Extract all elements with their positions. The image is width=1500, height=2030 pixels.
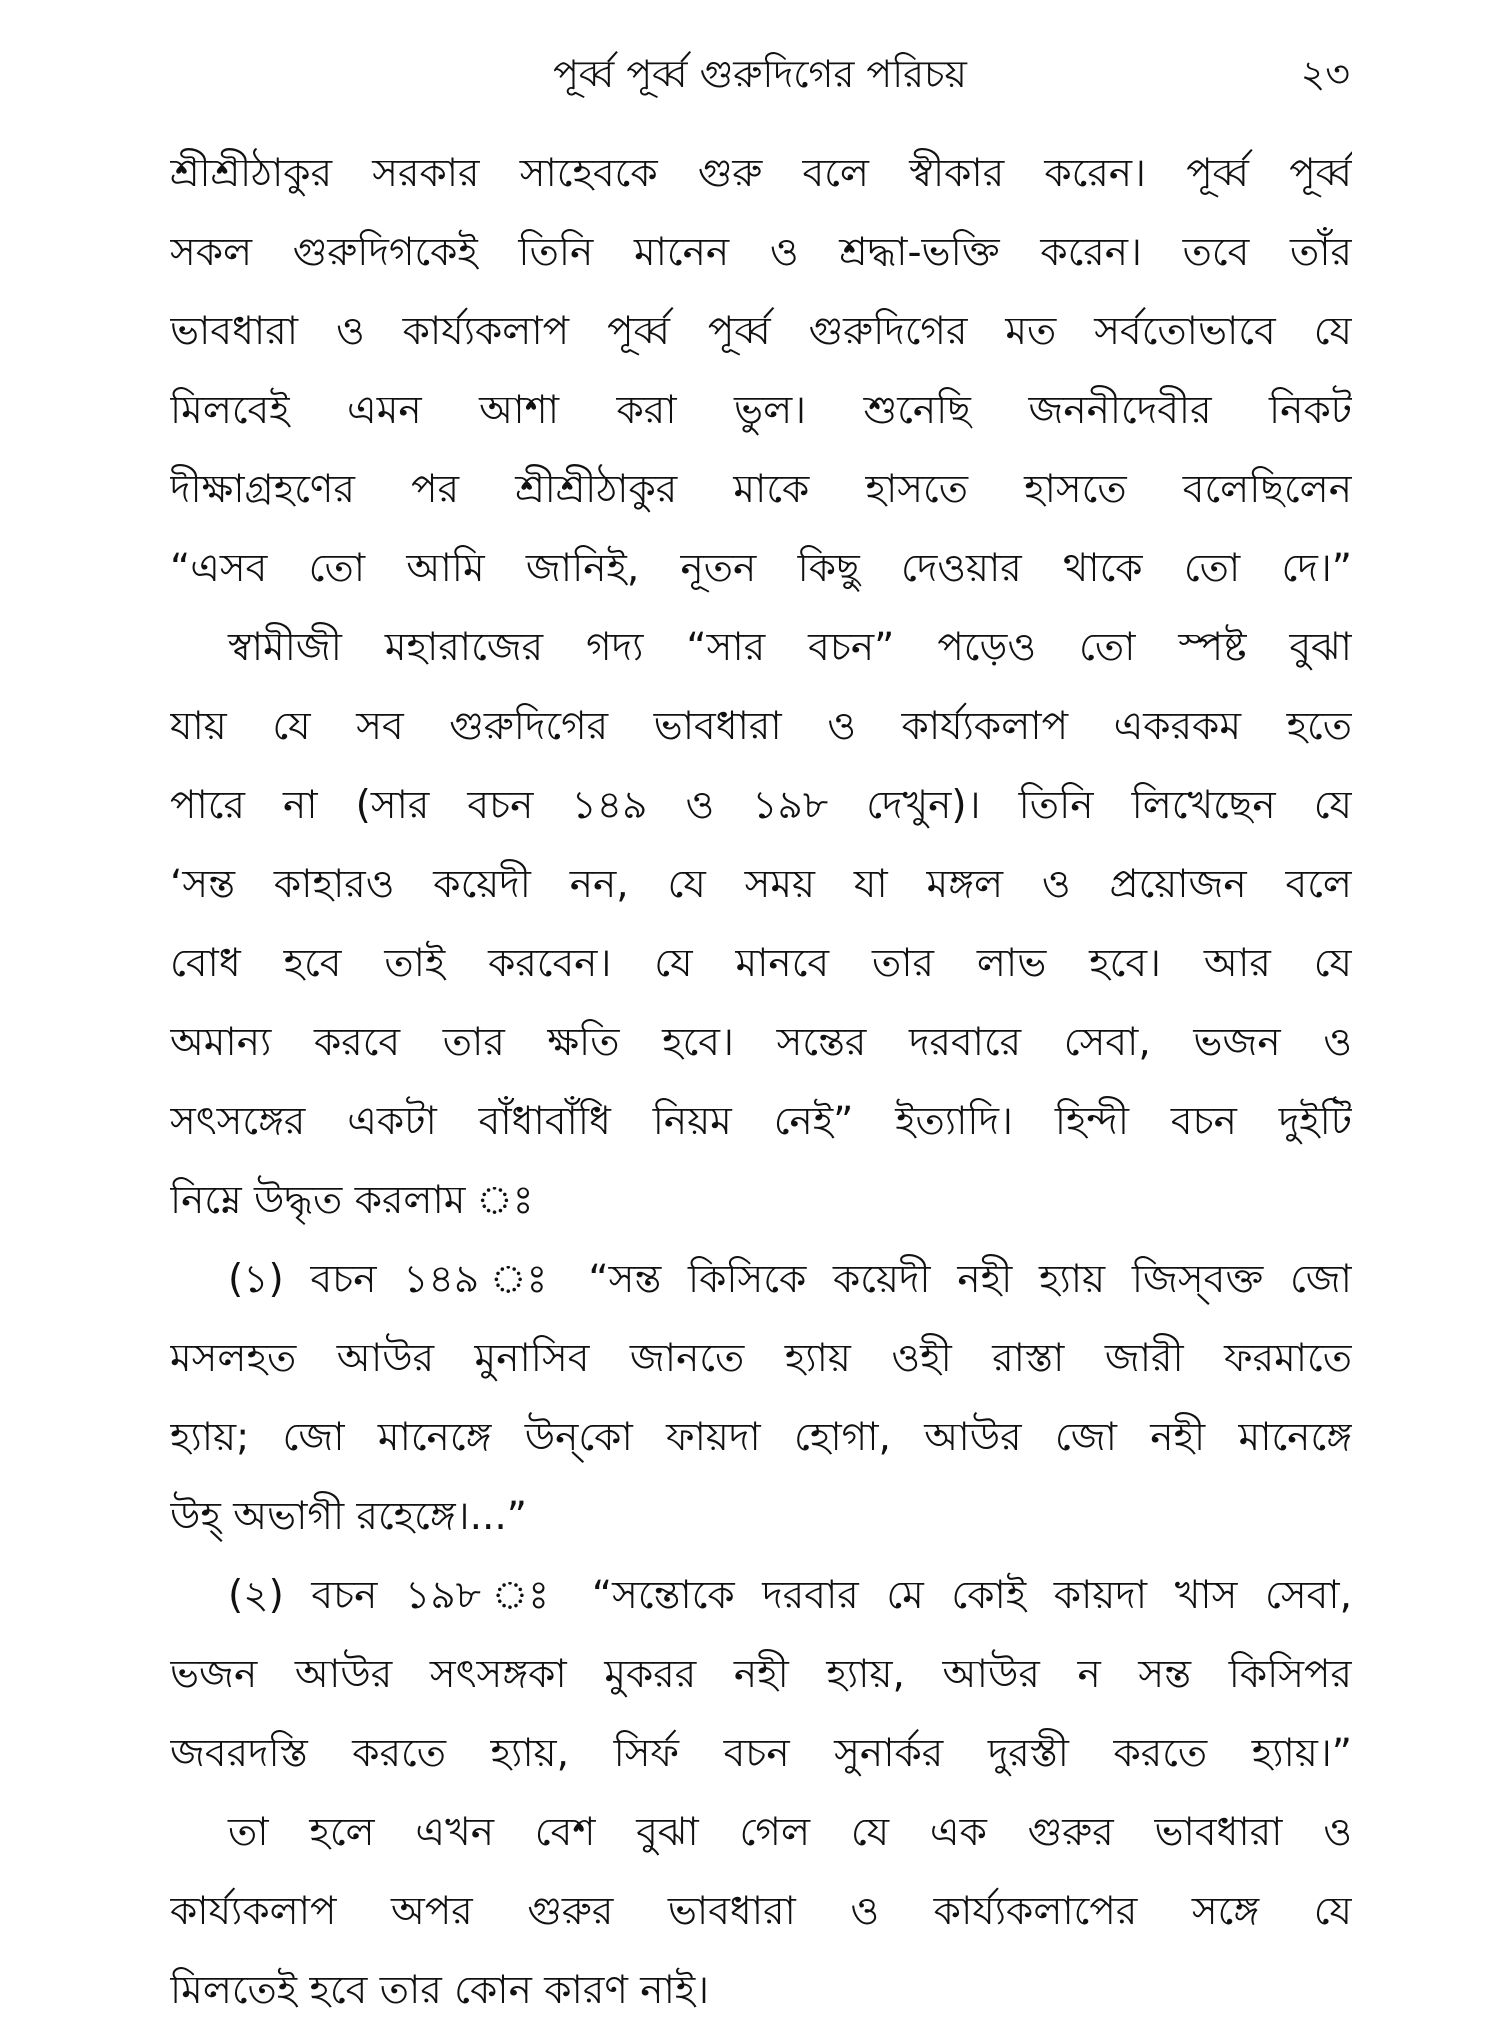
text-line: পারে না (সার বচন ১৪৯ ও ১৯৮ দেখুন)। তিনি লিখেছেন যে: [170, 783, 1352, 828]
text-line: বোধ হবে তাই করবেন। যে মানবে তার লাভ হবে। আর যে: [170, 941, 1352, 986]
text-line: মসলহত আউর মুনাসিব জানতে হ্যায় ওহী রাস্তা জারী ফরমাতে: [170, 1336, 1352, 1381]
text-line: ভজন আউর সৎসঙ্গকা মুকরর নহী হ্যায়, আউর ন সন্ত কিসিপর: [170, 1652, 1352, 1697]
text-line: (২) বচন ১৯৮ ঃ “সন্তোকে দরবার মে কোই কায়দা খাস সেবা,: [228, 1573, 1352, 1618]
text-line: সৎসঙ্গের একটা বাঁধাবাঁধি নিয়ম নেই” ইত্যাদি। হিন্দী বচন দুইটি: [170, 1099, 1352, 1144]
text-line: মিলবেই এমন আশা করা ভুল। শুনেছি জননীদেবীর নিকট: [170, 388, 1352, 433]
text-line: ভাবধারা ও কার্য্যকলাপ পূর্ব্ব পূর্ব্ব গুরুদিগের মত সর্বতোভাবে যে: [170, 309, 1352, 354]
text-line: জবরদস্তি করতে হ্যায়, সির্ফ বচন সুনার্কর দুরস্তী করতে হ্যায়।”: [170, 1731, 1352, 1776]
text-line: সকল গুরুদিগকেই তিনি মানেন ও শ্রদ্ধা-ভক্তি করেন। তবে তাঁর: [170, 230, 1352, 275]
text-line: মিলতেই হবে তার কোন কারণ নাই।: [170, 1968, 710, 2013]
text-line: কার্য্যকলাপ অপর গুরুর ভাবধারা ও কার্য্যকলাপের সঙ্গে যে: [170, 1889, 1352, 1934]
text-line: হ্যায়; জো মানেঙ্গে উন্‌কো ফায়দা হোগা, আউর জো নহী মানেঙ্গে: [170, 1415, 1352, 1460]
text-line: (১) বচন ১৪৯ ঃ “সন্ত কিসিকে কয়েদী নহী হ্যায় জিস্‌বক্ত জো: [228, 1257, 1352, 1302]
text-line: ‘সন্ত কাহারও কয়েদী নন, যে সময় যা মঙ্গল ও প্রয়োজন বলে: [170, 862, 1352, 907]
text-line: “এসব তো আমি জানিই, নূতন কিছু দেওয়ার থাকে তো দে।”: [170, 546, 1352, 591]
text-line: স্বামীজী মহারাজের গদ্য “সার বচন” পড়েও তো স্পষ্ট বুঝা: [228, 625, 1352, 670]
body-text: [170, 134, 1352, 2030]
text-line: দীক্ষাগ্রহণের পর শ্রীশ্রীঠাকুর মাকে হাসতে হাসতে বলেছিলেন: [170, 467, 1352, 512]
text-line: শ্রীশ্রীঠাকুর সরকার সাহেবকে গুরু বলে স্বীকার করেন। পূর্ব্ব পূর্ব্ব: [170, 151, 1352, 196]
text-line: নিম্নে উদ্ধৃত করলাম ঃ: [170, 1178, 534, 1223]
text-line: তা হলে এখন বেশ বুঝা গেল যে এক গুরুর ভাবধারা ও: [228, 1810, 1352, 1855]
page-header: [170, 44, 1350, 104]
text-line: অমান্য করবে তার ক্ষতি হবে। সন্তের দরবারে সেবা, ভজন ও: [170, 1020, 1352, 1065]
text-line: যায় যে সব গুরুদিগের ভাবধারা ও কার্য্যকলাপ একরকম হতে: [170, 704, 1352, 749]
running-title: পূর্ব্ব পূর্ব্ব গুরুদিগের পরিচয়: [553, 52, 967, 96]
page-number: ২৩: [1300, 52, 1350, 96]
text-line: উহ্‌ অভাগী রহেঙ্গে।...”: [170, 1494, 528, 1539]
